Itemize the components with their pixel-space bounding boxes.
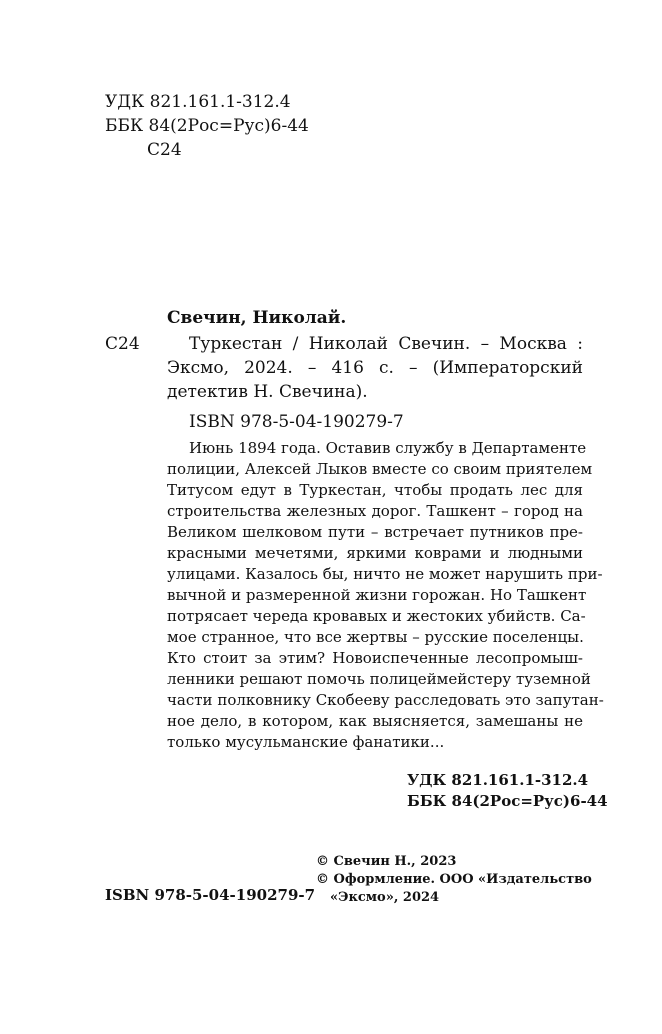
footer-udk-code: УДК 821.161.1-312.4	[407, 771, 589, 789]
bbk-code: ББК 84(2Рос=Рус)6-44	[105, 116, 309, 136]
isbn-record: ISBN 978-5-04-190279-7	[189, 412, 404, 432]
annotation-line: ленники решают помочь полицеймейстеру туземной	[167, 670, 591, 688]
annotation-line: строительства железных дорог. Ташкент – город на	[167, 502, 583, 520]
footer-bbk-code: ББК 84(2Рос=Рус)6-44	[407, 792, 608, 810]
copyright-design: © Оформление. ООО «Издательство	[316, 872, 592, 887]
annotation-line: только мусульманские фанатики...	[167, 733, 445, 751]
annotation-line: Титусом едут в Туркестан, чтобы продать лес для	[167, 481, 583, 499]
bibliographic-description	[167, 332, 583, 404]
isbn-footer: ISBN 978-5-04-190279-7	[105, 886, 316, 904]
annotation-line: полиции, Алексей Лыков вместе со своим приятелем	[167, 460, 593, 478]
author-heading: Свечин, Николай.	[167, 308, 347, 328]
annotation-line: части полковнику Скобееву расследовать это запутан-	[167, 691, 604, 709]
annotation	[167, 438, 604, 753]
udk-code: УДК 821.161.1-312.4	[105, 92, 291, 112]
record-author-mark: С24	[105, 334, 140, 354]
description-line: Эксмо, 2024. – 416 с. – (Императорский	[167, 358, 583, 378]
description-line: Туркестан / Николай Свечин. – Москва :	[189, 334, 583, 354]
annotation-line: улицами. Казалось бы, ничто не может нарушить при-	[167, 565, 603, 583]
annotation-line: Июнь 1894 года. Оставив службу в Департаменте	[189, 439, 587, 457]
copyright-publisher: «Эксмо», 2024	[330, 890, 440, 905]
author-mark: С24	[147, 140, 182, 160]
annotation-line: красными мечетями, яркими коврами и людными	[167, 544, 583, 562]
copyright-author: © Свечин Н., 2023	[316, 854, 457, 869]
annotation-line: мое странное, что все жертвы – русские поселенцы.	[167, 628, 584, 646]
annotation-line: Кто стоит за этим? Новоиспеченные лесопромыш-	[167, 649, 583, 667]
annotation-line: потрясает череда кровавых и жестоких убийств. Са-	[167, 607, 586, 625]
annotation-line: Великом шелковом пути – встречает путников пре-	[167, 523, 583, 541]
annotation-line: вычной и размеренной жизни горожан. Но Ташкент	[167, 586, 587, 604]
description-line: детектив Н. Свечина).	[167, 382, 368, 402]
annotation-line: ное дело, в котором, как выясняется, замешаны не	[167, 712, 583, 730]
